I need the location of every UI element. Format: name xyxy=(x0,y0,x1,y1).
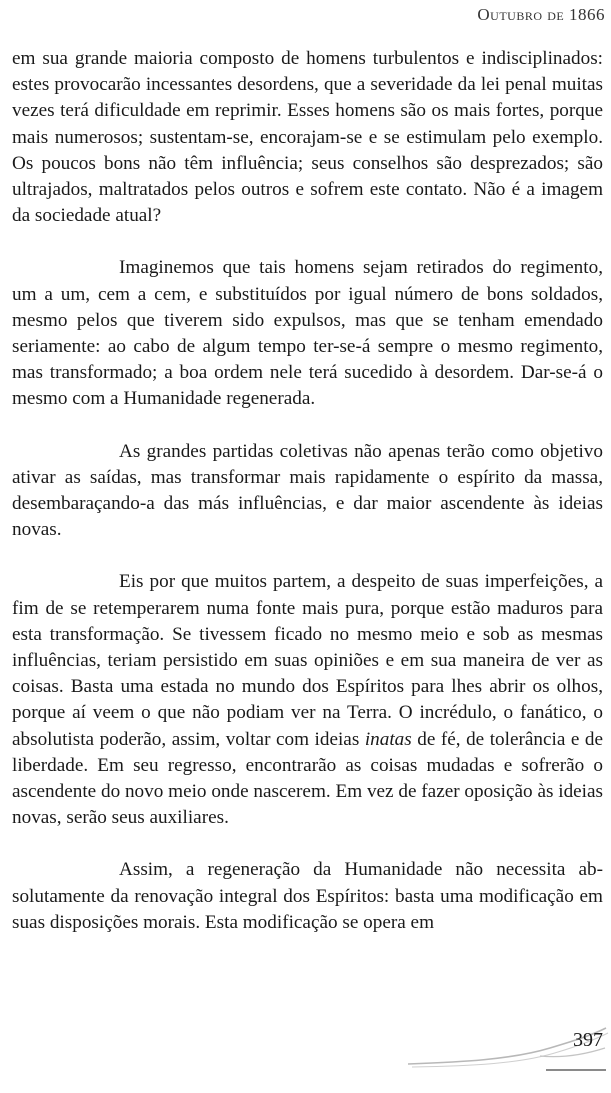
paragraph-3: As grandes partidas coletivas não apenas terão como objetivo ativar as saídas, mas transformar mais rapidamente o espírito da massa, desembaraçando-a das más influências, e dar maior ascendente às ideias novas. xyxy=(12,440,603,541)
paragraph-1: em sua grande maioria composto de homens turbulentos e indisciplinados: estes provocarão incessantes desordens, que a severidade da lei penal muitas vezes terá dificuldade em reprimir. Esses homens são os mais fortes, porque mais numerosos; sustentam-se, encorajam-se e se estimulam pelo exemplo. Os poucos bons não têm influência; seus conselhos são desprezados; são ultrajados, maltratados pelos outros e sofrem este contato. Não é a imagem da sociedade atual? xyxy=(12,48,603,227)
page-number: 397 xyxy=(573,1029,603,1051)
paragraph-5: Assim, a regeneração da Humanidade não necessita absolutamente da renovação integral dos Espíritos: basta uma modificação em suas disposições morais. Esta modificação se opera em xyxy=(12,859,603,933)
paragraph-2: Imaginemos que tais homens sejam retirados do regimento, um a um, cem a cem, e substituídos por igual número de bons soldados, mesmo pelos que tiverem sido expulsos, mas que se tenham emendado seriamente: ao cabo de algum tempo ter-se-á sempre o mesmo regimento, mas transformado; a boa ordem nele terá sucedido à desordem. Dar-se-á o mesmo com a Humanidade regenerada. xyxy=(12,257,603,410)
running-header: Outubro de 1866 xyxy=(477,5,605,24)
page-body xyxy=(12,46,603,936)
paragraph-4-text-end: de fé, de tolerância e de liberdade. Em seu regresso, encontrarão as coisas mudadas e sofrerão o ascendente do novo meio onde nascerem. Em vez de fazer oposição às ideias novas, serão seus auxiliares. xyxy=(12,728,604,829)
paragraph-4 xyxy=(12,569,603,831)
paragraph-4-text-start: Eis por que muitos partem, a despeito de suas imperfeições, a fim de se retemperarem numa fonte mais pura, porque estão maduros para esta transformação. Se tivessem ficado no mesmo meio e sob as mesmas influências, teriam persistido em suas opiniões e em sua maneira de ver as coisas. Basta uma estada no mundo dos Espíritos para lhes abrir os olhos, porque aí veem o que não podiam ver na Terra. O incrédulo, o fanático, o absolutista poderão, assim, voltar com ideias xyxy=(12,571,603,750)
italic-emphasis: inatas xyxy=(364,728,412,750)
